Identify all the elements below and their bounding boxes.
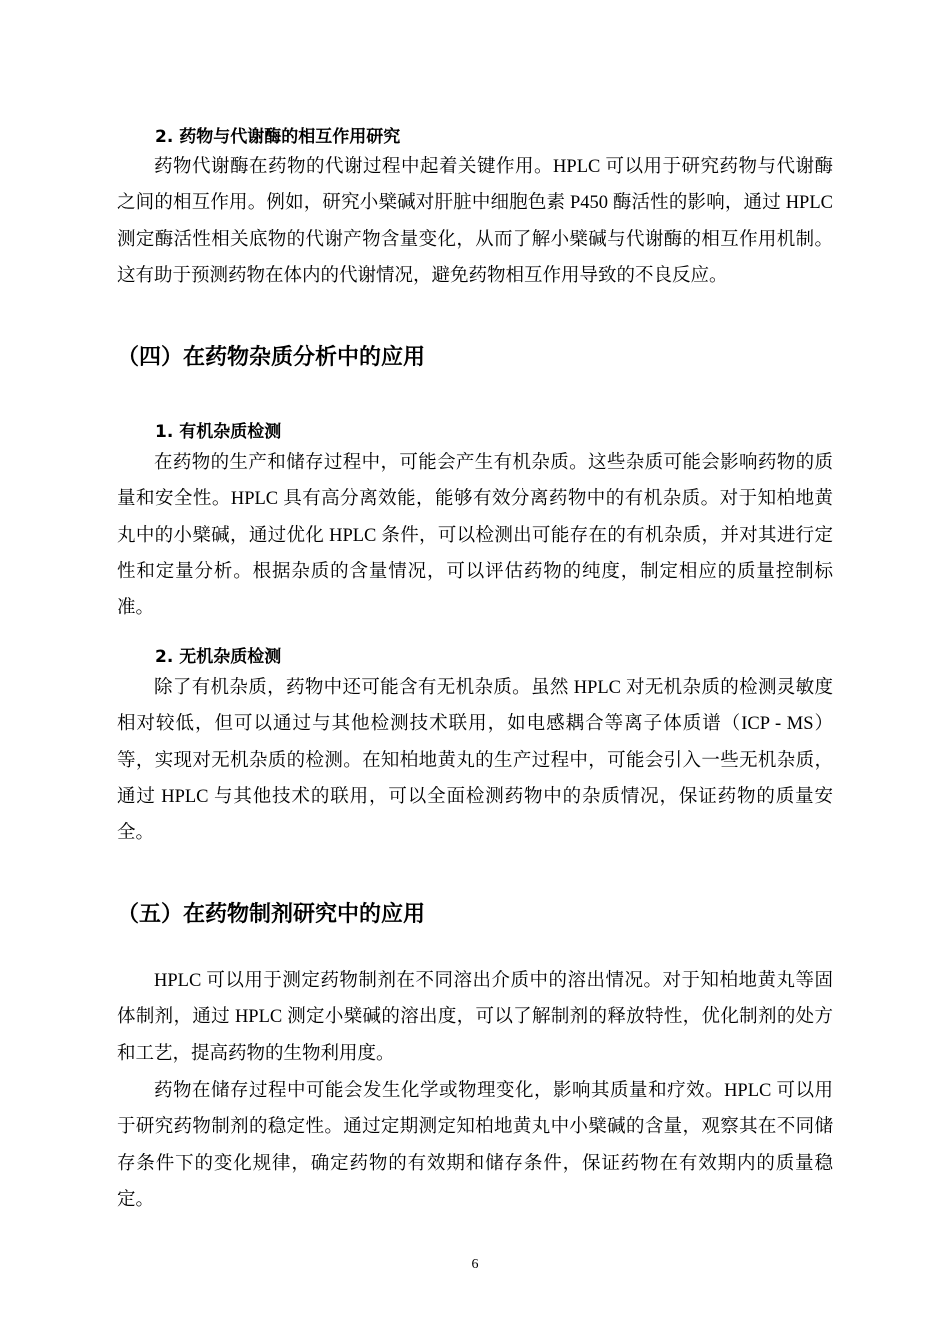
subheading-inorganic-impurity: 2. 无机杂质检测 xyxy=(155,647,282,667)
section-title-impurity-analysis: （四）在药物杂质分析中的应用 xyxy=(117,345,426,370)
paragraph-dissolution: HPLC 可以用于测定药物制剂在不同溶出介质中的溶出情况。对于知柏地黄丸等固体制剂，通过 HPLC 测定小檗碱的溶出度，可以了解制剂的释放特性，优化制剂的处方和工艺，提高药物的生物利用度。 xyxy=(117,971,833,1064)
page-number: 6 xyxy=(471,1257,479,1272)
paragraph-inorganic-impurity: 除了有机杂质，药物中还可能含有无机杂质。虽然 HPLC 对无机杂质的检测灵敏度相对较低，但可以通过与其他检测技术联用，如电感耦合等离子体质谱（ICP - MS）等，实现对无机杂质的检测。在知柏地黄丸的生产过程中，可能会引入一些无机杂质，通过 HPLC 与其他技术的联用，可以全面检测药物中的杂质情况，保证药物的质量安全。 xyxy=(117,678,833,844)
section-title-formulation-research: （五）在药物制剂研究中的应用 xyxy=(117,902,426,927)
subheading-drug-enzyme-interaction: 2. 药物与代谢酶的相互作用研究 xyxy=(155,127,401,147)
subheading-organic-impurity: 1. 有机杂质检测 xyxy=(155,422,282,442)
paragraph-organic-impurity: 在药物的生产和储存过程中，可能会产生有机杂质。这些杂质可能会影响药物的质量和安全性。HPLC 具有高分离效能，能够有效分离药物中的有机杂质。对于知柏地黄丸中的小檗碱，通过优化 HPLC 条件，可以检测出可能存在的有机杂质，并对其进行定性和定量分析。根据杂质的含量情况，可以评估药物的纯度，制定相应的质量控制标准。 xyxy=(117,453,833,619)
paragraph-stability: 药物在储存过程中可能会发生化学或物理变化，影响其质量和疗效。HPLC 可以用于研究药物制剂的稳定性。通过定期测定知柏地黄丸中小檗碱的含量，观察其在不同储存条件下的变化规律，确定药物的有效期和储存条件，保证药物在有效期内的质量稳定。 xyxy=(117,1081,833,1210)
paragraph-drug-enzyme-interaction: 药物代谢酶在药物的代谢过程中起着关键作用。HPLC 可以用于研究药物与代谢酶之间的相互作用。例如，研究小檗碱对肝脏中细胞色素 P450 酶活性的影响，通过 HPLC 测定酶活性相关底物的代谢产物含量变化，从而了解小檗碱与代谢酶的相互作用机制。这有助于预测药物在体内的代谢情况，避免药物相互作用导致的不良反应。 xyxy=(117,157,833,286)
